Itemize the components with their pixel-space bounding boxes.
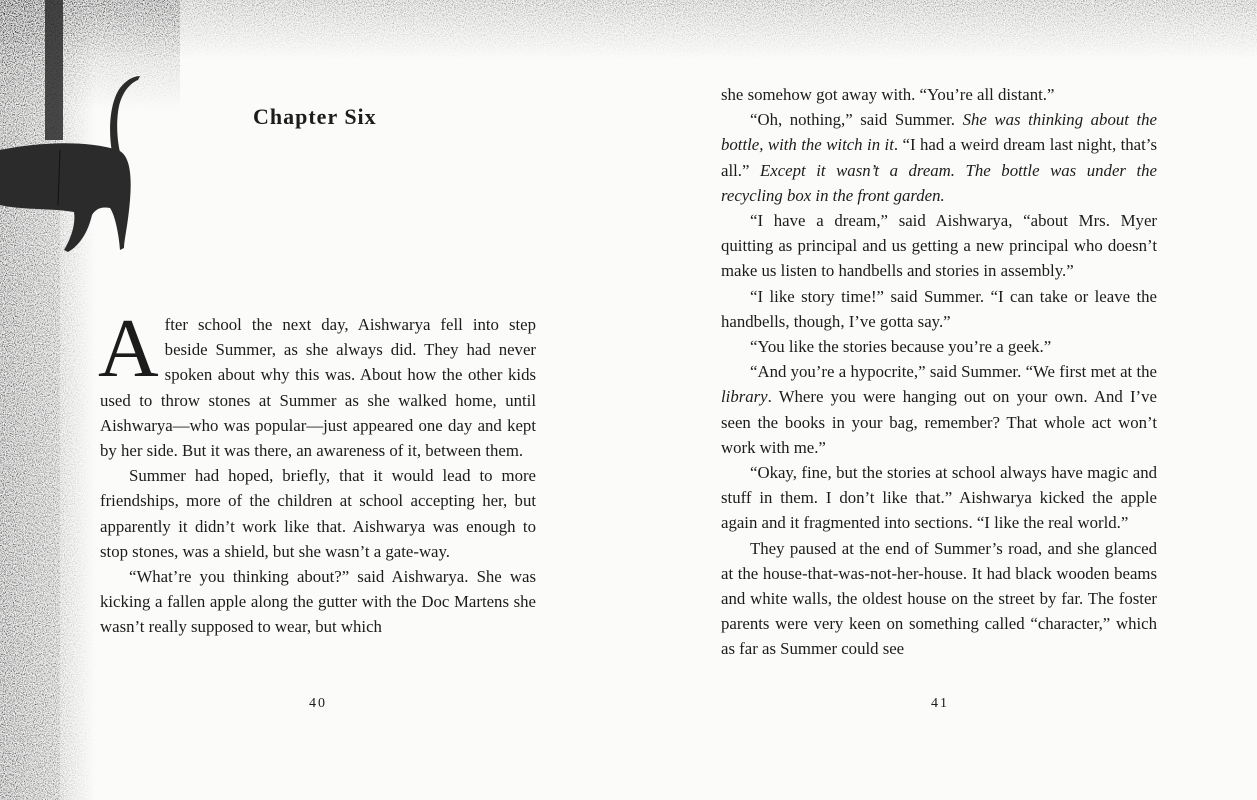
chapter-title: Chapter Six	[253, 104, 377, 129]
page-number: 41	[931, 696, 949, 711]
left-page	[100, 0, 536, 800]
italic-thought: Except it wasn’t a dream. The bottle was under the recycling box in the front garden.	[721, 160, 1157, 205]
page-number: 40	[309, 696, 327, 711]
paragraph-text: “I like story time!” said Summer. “I can take or leave the handbells, though, I’ve gotta say.”	[721, 286, 1157, 331]
paragraph-text: “Oh, nothing,” said Summer.	[750, 110, 963, 130]
paragraph	[100, 463, 536, 564]
paragraph	[721, 334, 1157, 359]
drop-cap: A	[98, 302, 159, 395]
paragraph-text: . Where you were hanging out on your own. And I’ve seen the books in your bag, remember? That whole act won’t work with me.”	[721, 387, 1157, 457]
paragraph-text: she somehow got away with. “You’re all distant.”	[721, 85, 1055, 104]
paragraph-text: “I have a dream,” said Aishwarya, “about Mrs. Myer quitting as principal and us getting a new principal who doesn’t make us listen to handbells and stories in assembly.”	[721, 211, 1157, 281]
paragraph	[721, 359, 1157, 460]
paragraph-text: “Okay, fine, but the stories at school always have magic and stuff in them. I don’t like that.” Aishwarya kicked the apple again and it fragmented into sections. “I like the real world.”	[721, 463, 1157, 533]
italic-thought: She was thinking about the bottle, with the witch in it	[721, 110, 1157, 155]
paragraph	[100, 564, 536, 640]
paragraph-text: fter school the next day, Aishwarya fell into step beside Summer, as she always did. They had never spoken about why this was. About how the other kids used to throw stones at Summer as she walked home, until Aishwarya—who was popular—just appeared one day and kept by her side. But it was there, an awareness of it, between them.	[100, 315, 536, 461]
right-page-text	[721, 82, 1157, 662]
paragraph	[721, 536, 1157, 662]
paragraph-text: . “I had a weird dream last night, that’s all.”	[721, 135, 1157, 180]
paragraph-text: “And you’re a hypocrite,” said Summer. “We first met at the	[750, 362, 1157, 382]
paragraph-text: “What’re you thinking about?” said Aishwarya. She was kicking a fallen apple along the gutter with the Doc Martens she wasn’t really supposed to wear, but which	[100, 567, 536, 637]
paragraph-text: Summer had hoped, briefly, that it would lead to more friendships, more of the children at school accepting her, but apparently it didn’t work like that. Aishwarya was enough to stop stones, was a shield, but she wasn’t a gate-way.	[100, 466, 536, 561]
paragraph	[721, 460, 1157, 536]
left-page-text	[98, 302, 536, 640]
paragraph	[721, 82, 1157, 107]
paragraph	[721, 284, 1157, 334]
paragraph	[721, 208, 1157, 284]
italic-word: library	[721, 387, 768, 407]
paragraph-text: They paused at the end of Summer’s road, and she glanced at the house-that-was-not-her-house. It had black wooden beams and white walls, the oldest house on the street by far. The foster parents were very keen on something called “character,” which as far as Summer could see	[721, 538, 1157, 659]
right-page	[721, 0, 1158, 800]
paragraph-text: “You like the stories because you’re a geek.”	[750, 337, 1052, 357]
paragraph	[721, 107, 1157, 208]
paragraph	[98, 302, 536, 463]
